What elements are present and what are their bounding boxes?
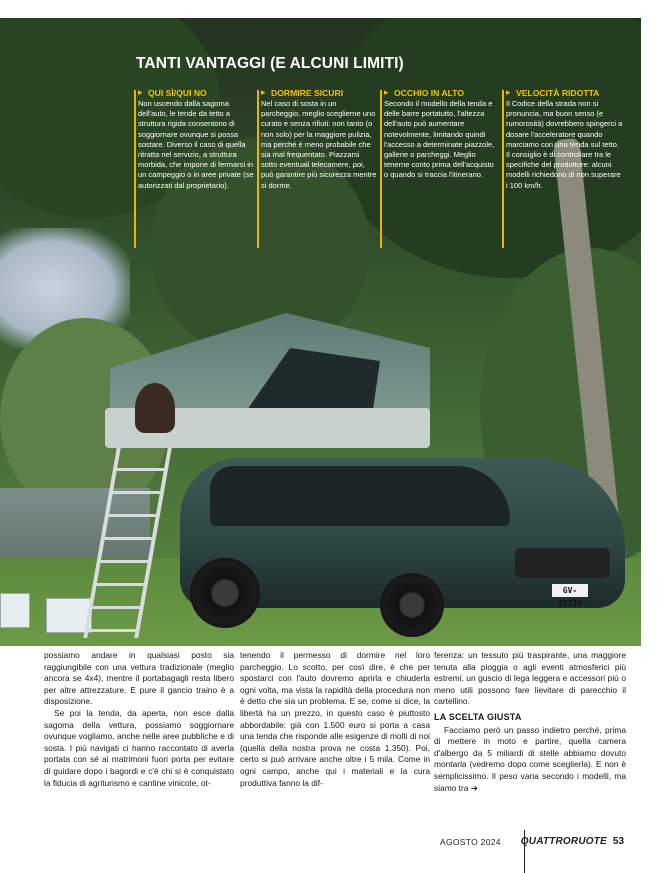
- magazine-brand: QUATTRORUOTE: [520, 836, 607, 847]
- column-rule: [134, 90, 136, 248]
- info-column-text: Secondo il modello della tenda e delle barre portatutto, l'altezza dell'auto può aumentare notevolmente, limitando quindi l'accesso a determinate piazzole, gallerie o parcheggi. Meglio tenerne conto prima dell'acquisto o quando si traccia l'itinerario.: [384, 99, 495, 180]
- body-paragraph: Se poi la tenda, da aperta, non esce dalla sagoma della vettura, possiamo soggiornare ovunque vogliamo, anche nelle aree pubbliche e di sosta. I più navigati ci hanno raccontato di averla portata con sé ai matrimoni fuori porta per evitare di guidare dopo i bagordi e c'è chi si è conquistato la fiducia di agriturismo e cantine vinicole, ot-: [44, 707, 234, 788]
- body-paragraph: possiamo andare in qualsiasi posto sia raggiungibile con una vettura tradizionale (meglio ancora se 4x4), mentre il portabagagli resta libero per altre attrezzature. E pure il gancio traino è a disposizione.: [44, 650, 234, 707]
- info-column-title: ▸ OCCHIO IN ALTO: [384, 88, 500, 98]
- body-paragraph: tenendo il permesso di dormire nel loro parcheggio. Lo scotto, per così dire, è che per spostarci con l'auto dovremo aprirla e chiuderla ogni volta, ma vista la rapidità della procedura non è detto che sia un problema. E se, come si dice, la libertà ha un prezzo, in questo caso è piuttosto abbordabile: già con 1.500 euro si porta a casa una tenda che risponde alle esigenze di molti di noi (quella della nostra prova ne costa 1.350). Poi, certo si può arrivare anche oltre i 5 mila. Come in ogni campo, anche qui i materiali e la cura produttiva fanno la dif-: [240, 650, 430, 788]
- column-rule: [380, 90, 382, 248]
- info-column-title: ▸ VELOCITÀ RIDOTTA: [506, 88, 624, 98]
- column-rule: [502, 90, 504, 248]
- info-column-title: ▸ DORMIRE SICURI: [261, 88, 377, 98]
- license-plate: GV-377JX: [552, 584, 588, 597]
- car-grille: [515, 548, 610, 578]
- info-column-text: Il Codice della strada non si pronuncia, ma buon senso (e rumorosità) dovrebbero spingerci a dosare l'acceleratore quando marciamo con una tenda sul tetto. Il consiglio è di controllare tra le specifiche del produttore: alcuni modelli richiedono di non superare i 100 km/h.: [506, 99, 623, 190]
- cooler-box: [0, 593, 30, 628]
- box-headline: TANTI VANTAGGI (E ALCUNI LIMITI): [136, 55, 404, 72]
- car-wheel: [380, 573, 444, 637]
- info-column-text: Non uscendo dalla sagoma dell'auto, le tende da tetto a struttura rigida consentono di soggiornare ovunque si possa sostare. Diverso il caso di quella ritratta nel servizio, a struttura morbida, che impone di fermarsi in un campeggio o in aree private (se autorizzati dal proprietario).: [138, 99, 254, 190]
- car-window: [210, 466, 510, 526]
- body-column-3: [434, 650, 626, 794]
- info-column-title: ▸ QUI SÌ/QUI NO: [138, 88, 254, 98]
- person-in-tent: [135, 383, 175, 433]
- body-paragraph: Facciamo però un passo indietro perché, prima di mettere in moto e partire, quella camera d'albergo da 5 miliardi di stelle abbiamo dovuto montarla (vedremo dopo come sceglierla). E non è semplicissimo. Il peso varia secondo i modelli, ma siamo tra ➜: [434, 724, 626, 793]
- info-column-1: [138, 88, 254, 191]
- info-column-3: [384, 88, 500, 181]
- body-column-1: [44, 650, 234, 789]
- column-rule: [257, 90, 259, 248]
- page-footer: [440, 836, 624, 847]
- car-wheel: [190, 558, 260, 628]
- issue-date: AGOSTO 2024: [440, 836, 501, 847]
- info-column-4: [506, 88, 624, 191]
- body-column-2: [240, 650, 430, 789]
- section-subheading: LA SCELTA GIUSTA: [434, 711, 522, 722]
- info-column-2: [261, 88, 377, 191]
- body-paragraph: ferenza: un tessuto più traspirante, una maggiore tenuta alla pioggia o agli eventi atmosferici più estremi, un guscio di lega leggera e accessori più o meno utili possono fare lievitare di parecchio il cartellino.: [434, 650, 626, 707]
- info-column-text: Nel caso di sosta in un parcheggio, meglio sceglierne uno curato e senza rifiuti: non tanto (o non solo) per la maggiore pulizia, ma perché è meno probabile che sia mal frequentato. Piazzarsi sotto eventuali telecamere, poi, può garantire più sicurezza mentre si dorme.: [261, 99, 377, 190]
- page-number: 53: [612, 836, 625, 847]
